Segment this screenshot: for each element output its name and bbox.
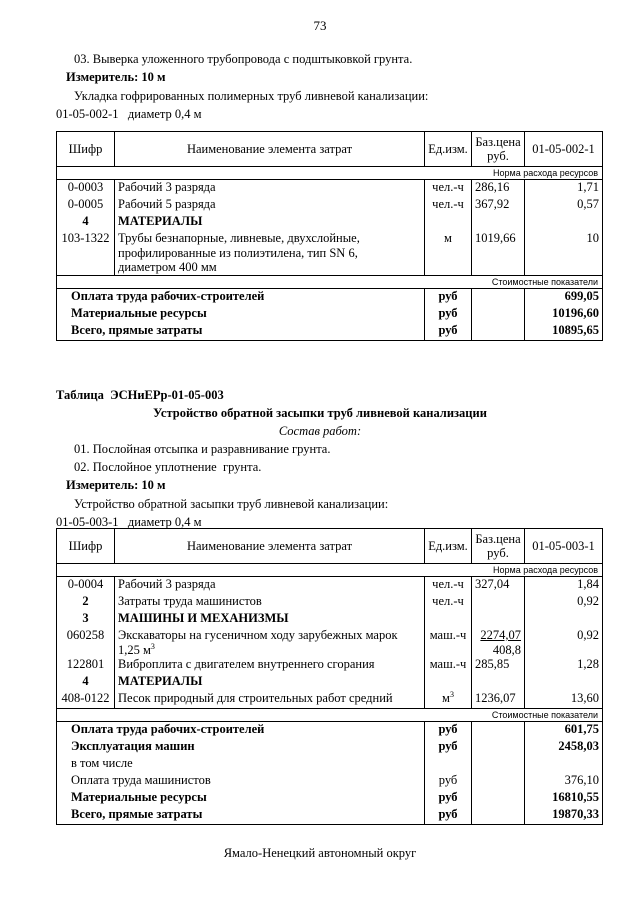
- table-row: 0-0004 Рабочий 3 разряда чел.-ч 327,04 1,84: [57, 577, 603, 595]
- table-row: 103-1322 Трубы безнапорные, ливневые, двухслойные, профилированные из полиэтилена, тип SN 6, диаметром 400 мм м 1019,66 10: [57, 231, 603, 275]
- header-norm-code: 01-05-003-1: [525, 529, 603, 564]
- band-cost: Стоимостные показатели: [57, 275, 603, 288]
- total-row: Оплата труда рабочих-строителей руб 699,05: [57, 288, 603, 306]
- total-row: Всего, прямые затраты руб 19870,33: [57, 807, 603, 825]
- work-item-02: 02. Послойное уплотнение грунта.: [74, 460, 262, 474]
- work-item-03: 03. Выверка уложенного трубопровода с подштыковкой грунта.: [74, 52, 413, 66]
- total-row: в том числе: [57, 756, 603, 773]
- norms-table-2: [56, 528, 603, 825]
- header-norm-code: 01-05-002-1: [525, 132, 603, 167]
- table-header: [57, 132, 603, 167]
- table-row: 0-0003 Рабочий 3 разряда чел.-ч 286,16 1,71: [57, 180, 603, 198]
- table-row: 060258 Экскаваторы на гусеничном ходу зарубежных марок 1,25 $м^3$ маш.-ч 2274,07 408,8 0,92: [57, 628, 603, 657]
- table-row: 122801 Виброплита с двигателем внутреннего сгорания маш.-ч 285,85 1,28: [57, 657, 603, 674]
- total-row: Оплата труда машинистов руб 376,10: [57, 773, 603, 790]
- table-row: 408-0122 Песок природный для строительных работ средний $м^3$ 1236,07 13,60: [57, 691, 603, 709]
- table-row: 3 МАШИНЫ И МЕХАНИЗМЫ: [57, 611, 603, 628]
- header-name: Наименование элемента затрат: [115, 132, 425, 167]
- header-name: Наименование элемента затрат: [115, 529, 425, 564]
- band-norm: Норма расхода ресурсов: [57, 167, 603, 180]
- norm-code-line: 01-05-002-1 диаметр 0,4 м: [56, 107, 202, 121]
- meter-line: Измеритель: 10 м: [66, 70, 166, 84]
- header-unit: Ед.изм.: [425, 132, 472, 167]
- band-norm: Норма расхода ресурсов: [57, 564, 603, 577]
- table-row: 4 МАТЕРИАЛЫ: [57, 214, 603, 231]
- norm-code-line: 01-05-003-1 диаметр 0,4 м: [56, 515, 202, 529]
- page-footer: Ямало-Ненецкий автономный округ: [223, 846, 417, 860]
- header-price: Баз.цена руб.: [472, 529, 525, 564]
- table-row: 4 МАТЕРИАЛЫ: [57, 674, 603, 691]
- total-row: Материальные ресурсы руб 16810,55: [57, 790, 603, 807]
- composition-heading: Состав работ:: [278, 424, 362, 438]
- total-row: Материальные ресурсы руб 10196,60: [57, 306, 603, 323]
- table-row: 2 Затраты труда машинистов чел.-ч 0,92: [57, 594, 603, 611]
- header-unit: Ед.изм.: [425, 529, 472, 564]
- table-header: [57, 529, 603, 564]
- header-code: Шифр: [57, 529, 115, 564]
- page-number: 73: [313, 18, 327, 33]
- total-row: Всего, прямые затраты руб 10895,65: [57, 323, 603, 341]
- table-label: Таблица ЭСНиЕРр-01-05-003: [56, 388, 224, 402]
- total-row: Эксплуатация машин руб 2458,03: [57, 739, 603, 756]
- total-row: Оплата труда рабочих-строителей руб 601,75: [57, 722, 603, 740]
- band-cost: Стоимостные показатели: [57, 709, 603, 722]
- table-row: 0-0005 Рабочий 5 разряда чел.-ч 367,92 0,57: [57, 197, 603, 214]
- task-line: Укладка гофрированных полимерных труб ливневой канализации:: [74, 89, 429, 103]
- header-price: Баз.цена руб.: [472, 132, 525, 167]
- header-code: Шифр: [57, 132, 115, 167]
- norms-table-1: [56, 131, 603, 341]
- task-line: Устройство обратной засыпки труб ливневой канализации:: [74, 497, 389, 511]
- work-item-01: 01. Послойная отсыпка и разравнивание грунта.: [74, 442, 331, 456]
- meter-line: Измеритель: 10 м: [66, 478, 166, 492]
- section-title: Устройство обратной засыпки труб ливневой канализации: [153, 406, 487, 420]
